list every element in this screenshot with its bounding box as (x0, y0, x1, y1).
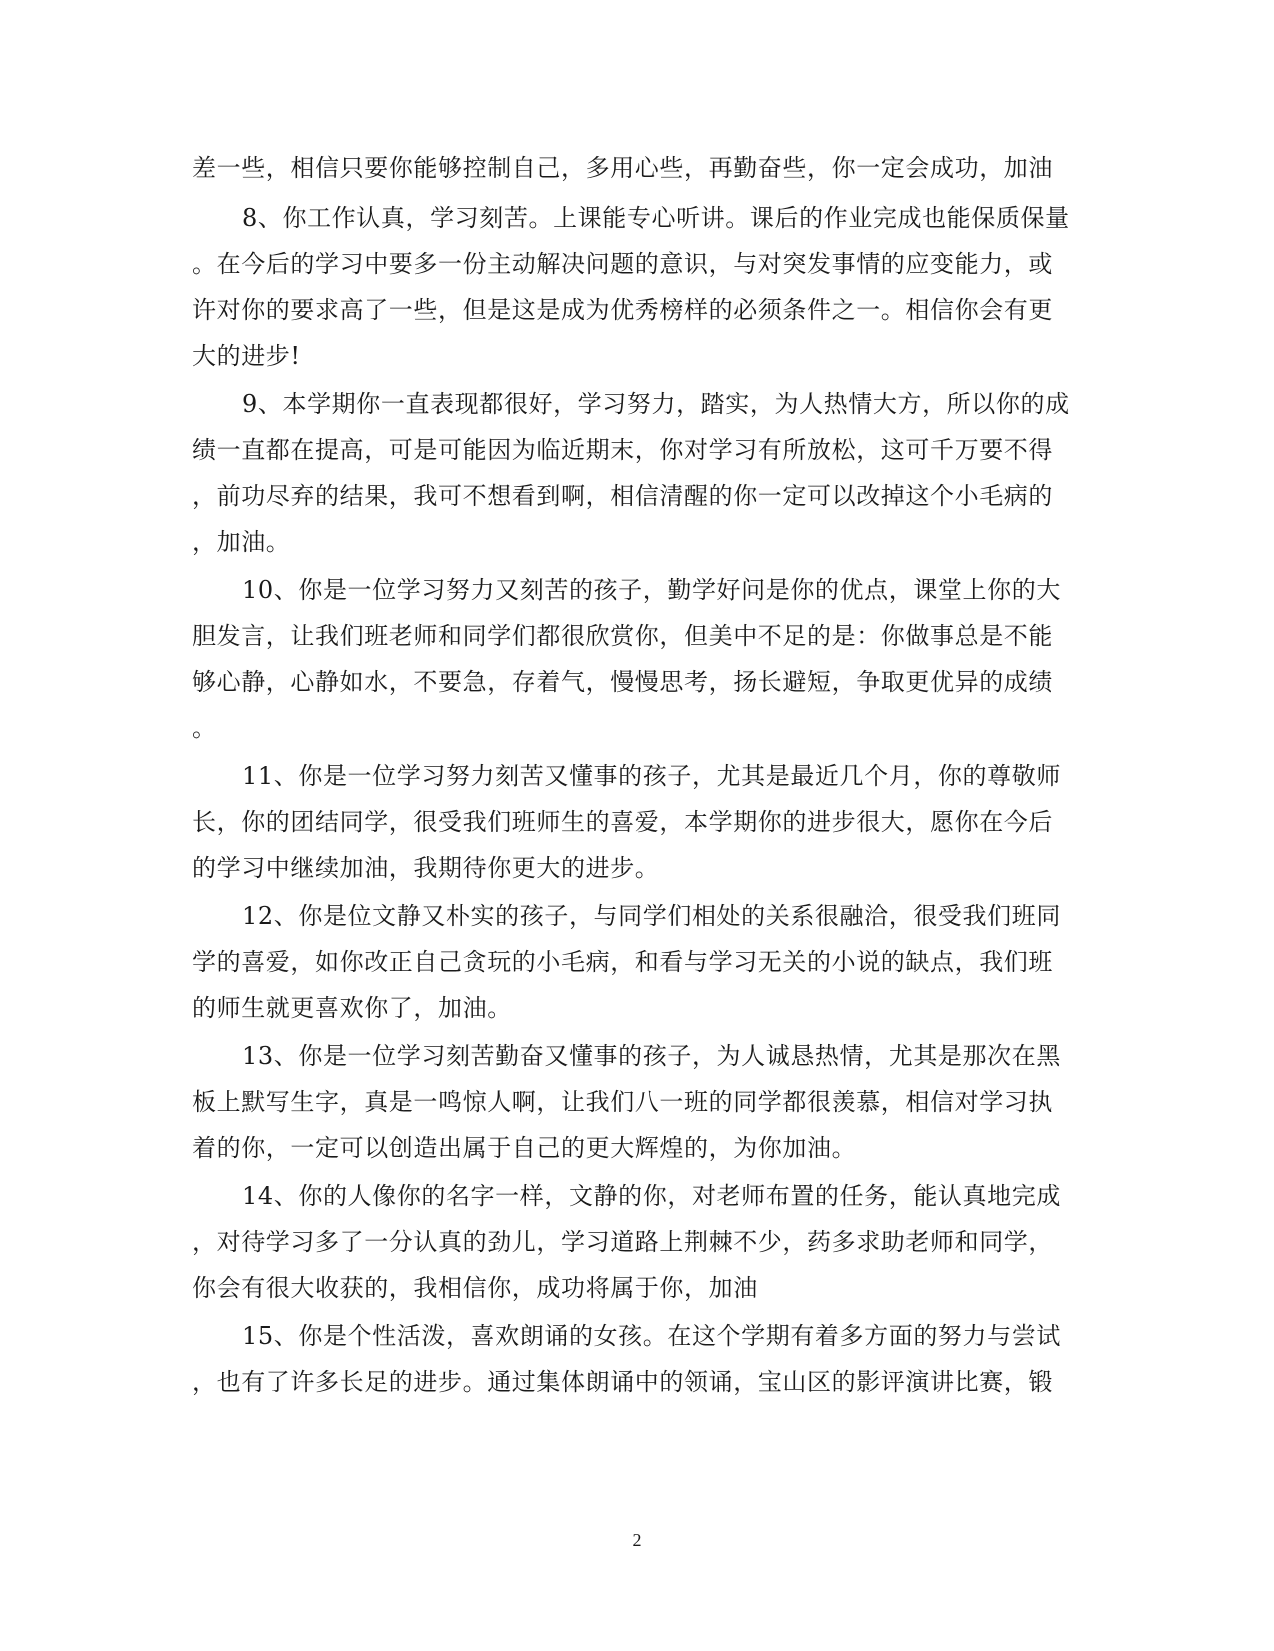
text-line: ，也有了许多长足的进步。通过集体朗诵中的领诵，宝山区的影评演讲比赛，锻 (192, 1368, 1053, 1396)
page-number: 2 (632, 1530, 642, 1550)
paragraph-8-line: 8、你工作认真，学习刻苦。上课能专心听讲。课后的作业完成也能保质保量 (242, 204, 1070, 232)
text-line: 的学习中继续加油，我期待你更大的进步。 (192, 854, 660, 882)
text-line: ，对待学习多了一分认真的劲儿，学习道路上荆棘不少，药多求助老师和同学， (192, 1228, 1053, 1256)
paragraph-9-line: 9、本学期你一直表现都很好，学习努力，踏实，为人热情大方，所以你的成 (242, 390, 1070, 418)
paragraph-10-line: 10、你是一位学习努力又刻苦的孩子，勤学好问是你的优点，课堂上你的大 (242, 576, 1061, 604)
text-line: 你会有很大收获的，我相信你，成功将属于你，加油 (192, 1274, 758, 1302)
text-line: 许对你的要求高了一些，但是这是成为优秀榜样的必须条件之一。相信你会有更 (192, 296, 1053, 324)
text-line: 的师生就更喜欢你了，加油。 (192, 994, 512, 1022)
text-line: 长，你的团结同学，很受我们班师生的喜爱，本学期你的进步很大，愿你在今后 (192, 808, 1053, 836)
text-line: 绩一直都在提高，可是可能因为临近期末，你对学习有所放松，这可千万要不得 (192, 436, 1053, 464)
text-line: 。在今后的学习中要多一份主动解决问题的意识，与对突发事情的应变能力，或 (192, 250, 1053, 278)
text-line: 大的进步! (192, 342, 301, 370)
text-line: 差一些，相信只要你能够控制自己，多用心些，再勤奋些，你一定会成功，加油 (192, 154, 1053, 182)
text-line: 学的喜爱，如你改正自己贪玩的小毛病，和看与学习无关的小说的缺点，我们班 (192, 948, 1053, 976)
paragraph-13-line: 13、你是一位学习刻苦勤奋又懂事的孩子，为人诚恳热情，尤其是那次在黑 (242, 1042, 1061, 1070)
text-line: 着的你，一定可以创造出属于自己的更大辉煌的，为你加油。 (192, 1134, 857, 1162)
text-line: 胆发言，让我们班老师和同学们都很欣赏你，但美中不足的是：你做事总是不能 (192, 622, 1053, 650)
text-line: 板上默写生字，真是一鸣惊人啊，让我们八一班的同学都很羡慕，相信对学习执 (192, 1088, 1053, 1116)
paragraph-12-line: 12、你是位文静又朴实的孩子，与同学们相处的关系很融洽，很受我们班同 (242, 902, 1061, 930)
text-line: ，前功尽弃的结果，我可不想看到啊，相信清醒的你一定可以改掉这个小毛病的 (192, 482, 1053, 510)
paragraph-14-line: 14、你的人像你的名字一样，文静的你，对老师布置的任务，能认真地完成 (242, 1182, 1061, 1210)
paragraph-11-line: 11、你是一位学习努力刻苦又懂事的孩子，尤其是最近几个月，你的尊敬师 (242, 762, 1061, 790)
paragraph-15-line: 15、你是个性活泼，喜欢朗诵的女孩。在这个学期有着多方面的努力与尝试 (242, 1322, 1061, 1350)
text-line: ，加油。 (192, 528, 291, 556)
text-line: 够心静，心静如水，不要急，存着气，慢慢思考，扬长避短，争取更优异的成绩 (192, 668, 1053, 696)
text-line: 。 (192, 714, 217, 742)
